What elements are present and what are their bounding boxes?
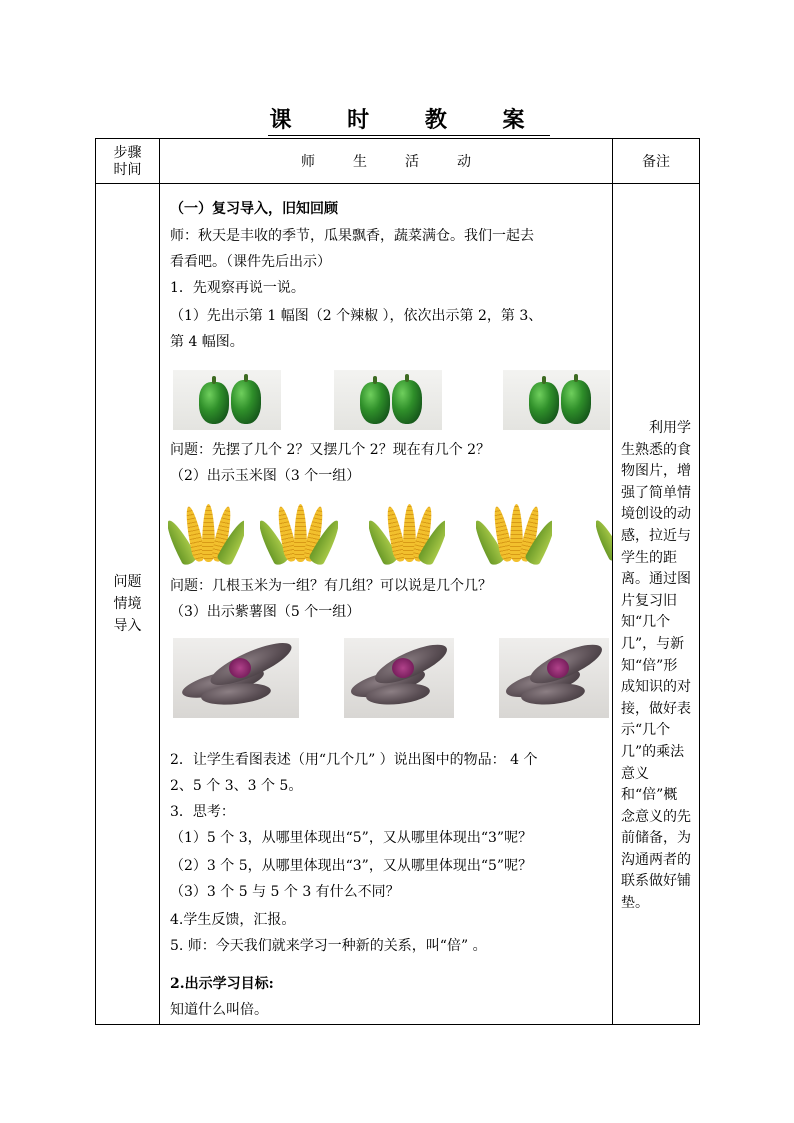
sweet-potato-image: [173, 638, 299, 718]
lesson-plan-table: [95, 138, 700, 1025]
paragraph: （3）出示紫薯图（5 个一组）: [170, 604, 361, 620]
paragraph: 3．思考：: [170, 804, 235, 820]
paragraph: （1）先出示第 1 幅图（2 个辣椒 ），依次出示第 2，第 3、: [170, 308, 543, 324]
note-text: 利用学生熟悉的食物图片，增强了简单情境创设的动感，拉近与学生的距离。通过图片复习旧知“几个几”，与新知“倍”形成知识的对接，做好表示“几个几”的乘法意义和“倍”概念意义的先前储备，为沟通两者的联系做好铺垫。: [621, 420, 691, 912]
paragraph: 1．先观察再说一说。: [170, 280, 305, 296]
corn-image: [260, 496, 338, 568]
paragraph: 4.学生反馈，汇报。: [170, 912, 296, 928]
header-note: 备注: [613, 139, 700, 184]
paragraph: 师：秋天是丰收的季节，瓜果飘香，蔬菜满仓。我们一起去: [170, 228, 534, 244]
paragraph: 问题：几根玉米为一组？有几组？可以说是几个几？: [170, 578, 492, 594]
page-title: 课 时 教 案: [0, 103, 794, 136]
pepper-image: [503, 370, 610, 430]
section-heading: 2.出示学习目标:: [170, 976, 274, 992]
sweet-potato-image: [499, 638, 609, 718]
corn-image: [476, 496, 552, 568]
paragraph: （1）5 个 3，从哪里体现出“5”，又从哪里体现出“3”呢？: [170, 830, 533, 846]
paragraph: 第 4 幅图。: [170, 334, 244, 350]
paragraph: 2．让学生看图表述（用“几个几” ）说出图中的物品： 4 个: [170, 752, 538, 768]
paragraph: 知道什么叫倍。: [170, 1002, 268, 1018]
note-cell: [613, 184, 700, 1025]
paragraph: （3）3 个 5 与 5 个 3 有什么不同？: [170, 884, 400, 900]
paragraph: 2、5 个 3、3 个 5。: [170, 778, 303, 794]
corn-image: [369, 496, 445, 568]
paragraph: 5. 师：今天我们就来学习一种新的关系，叫“倍” 。: [170, 938, 487, 954]
paragraph: （2）出示玉米图（3 个一组）: [170, 468, 361, 484]
header-activity: 师 生 活 动: [160, 139, 613, 184]
paragraph: （2）3 个 5，从哪里体现出“3”，又从哪里体现出“5”呢？: [170, 858, 533, 874]
section-heading: （一）复习导入，旧知回顾: [170, 201, 338, 217]
header-step-time: 步骤 时间: [96, 139, 160, 184]
step-label: 问题 情境 导入: [96, 184, 160, 1025]
corn-image-partial: [596, 496, 612, 568]
sweet-potato-image: [344, 638, 454, 718]
pepper-image: [173, 370, 281, 430]
activity-content: [160, 184, 613, 1025]
paragraph: 看看吧。（课件先后出示）: [170, 254, 331, 270]
table-header-row: [96, 139, 700, 184]
corn-image: [168, 496, 244, 568]
table-body-row: [96, 184, 700, 1025]
pepper-image: [334, 370, 442, 430]
paragraph: 问题：先摆了几个 2？又摆几个 2？现在有几个 2？: [170, 442, 491, 458]
